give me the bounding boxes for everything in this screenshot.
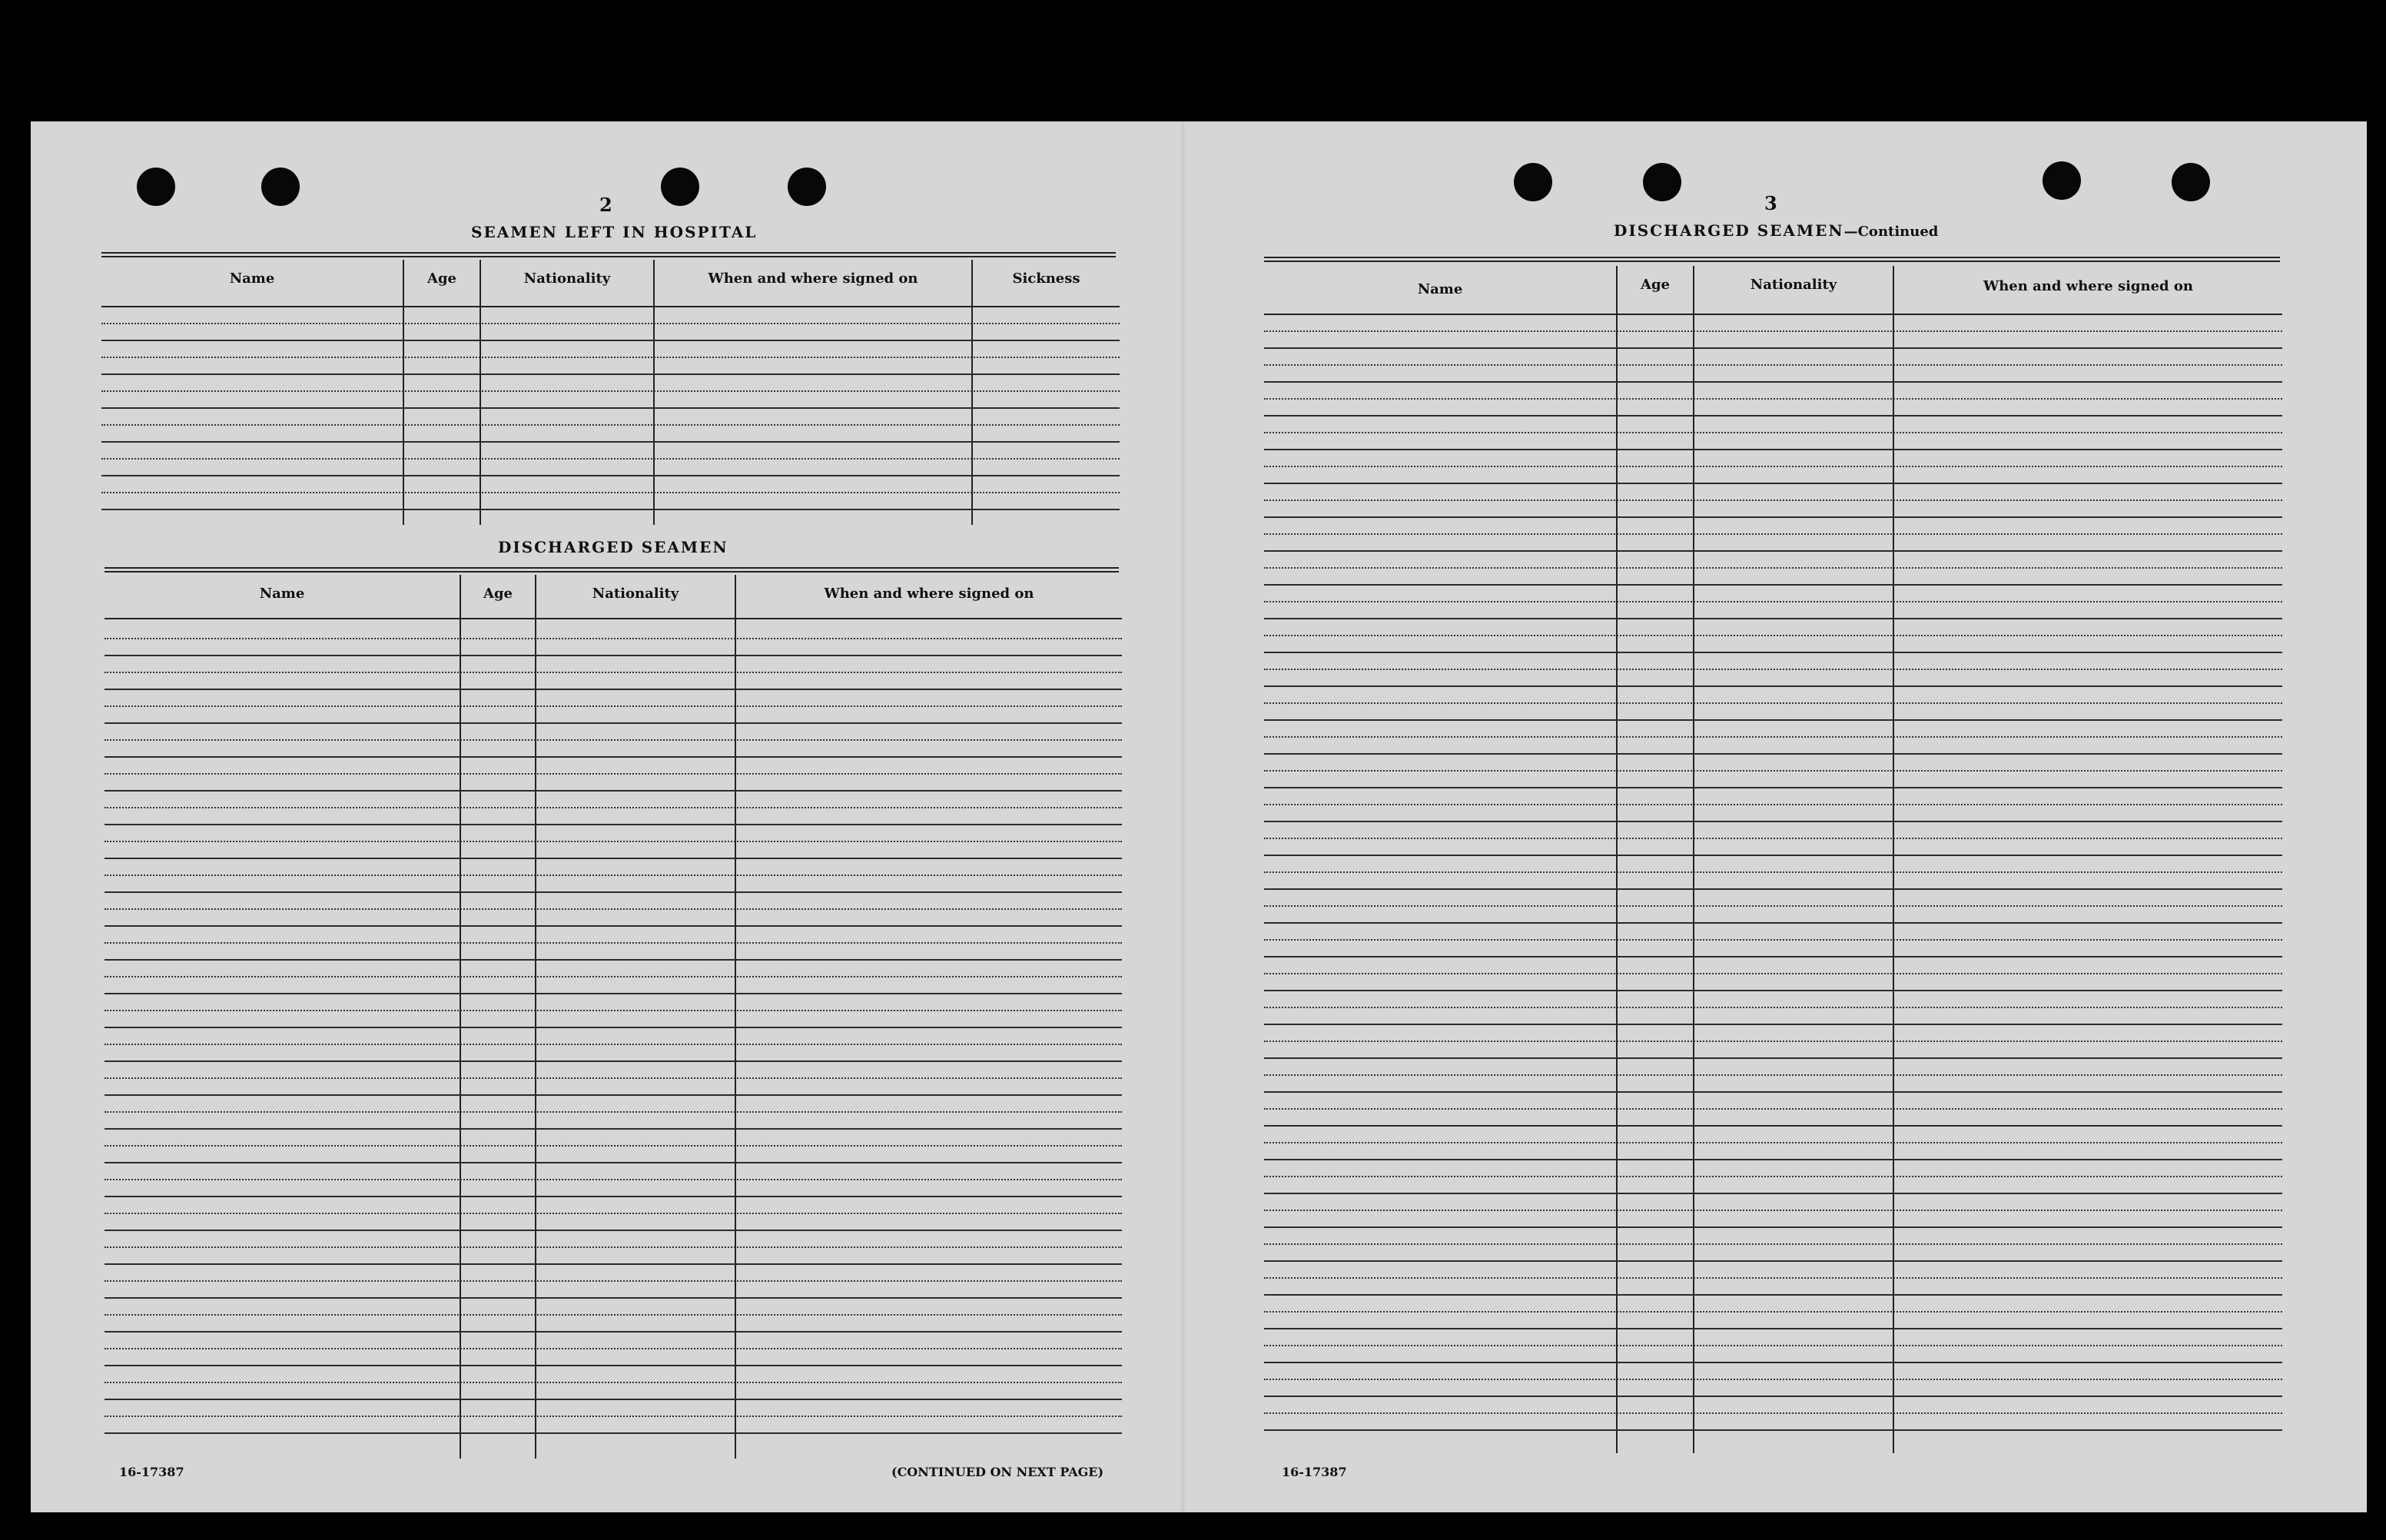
ruled-line xyxy=(105,1077,1122,1079)
column-nationality xyxy=(536,575,736,1459)
column-name xyxy=(105,575,461,1459)
ruled-line xyxy=(105,1263,1122,1265)
punch-hole xyxy=(261,168,300,206)
ruled-line xyxy=(1264,449,2282,450)
ruled-line xyxy=(1264,432,2282,433)
form-number: 16-17387 xyxy=(119,1465,184,1479)
ruled-line xyxy=(105,891,1122,893)
ruled-line xyxy=(101,492,1120,493)
page-number: 2 xyxy=(599,194,612,216)
ruled-line xyxy=(1264,364,2282,366)
punch-hole xyxy=(1643,163,1681,201)
ruled-line xyxy=(105,1314,1122,1316)
ruled-line xyxy=(1264,888,2282,890)
ruled-line xyxy=(101,340,1120,341)
column-nationality xyxy=(1694,266,1894,1453)
ruled-line xyxy=(101,458,1120,460)
ruled-line xyxy=(101,441,1120,443)
title-rule xyxy=(101,252,1116,257)
ruled-line xyxy=(1264,533,2282,535)
ruled-line xyxy=(105,1399,1122,1400)
ruled-line xyxy=(105,824,1122,825)
punch-hole xyxy=(661,168,699,206)
ruled-line xyxy=(1264,1243,2282,1245)
ruled-line xyxy=(105,858,1122,859)
ruled-line xyxy=(105,1128,1122,1130)
ruled-line xyxy=(105,925,1122,927)
ruled-line xyxy=(101,323,1120,324)
section-title-discharged-continued xyxy=(1614,221,1938,240)
section-title-discharged: DISCHARGED SEAMEN xyxy=(498,538,728,556)
ruled-line xyxy=(1264,1125,2282,1127)
ruled-line xyxy=(105,993,1122,994)
column-header: Age xyxy=(426,270,456,287)
discharged-continued-table xyxy=(1264,266,2282,1453)
ruled-line xyxy=(105,1179,1122,1180)
title-rule xyxy=(1264,257,2280,262)
ruled-line xyxy=(1264,973,2282,974)
ruled-line xyxy=(1264,1108,2282,1110)
ruled-line xyxy=(101,509,1120,510)
ruled-line xyxy=(1264,652,2282,653)
ruled-line xyxy=(105,722,1122,724)
ruled-line xyxy=(1264,770,2282,772)
ruled-line xyxy=(105,1145,1122,1147)
ruled-line xyxy=(1264,1362,2282,1363)
ruled-line xyxy=(1264,871,2282,873)
column-nationality xyxy=(481,260,655,525)
ruled-line xyxy=(1264,804,2282,805)
ruled-line xyxy=(1264,1210,2282,1211)
column-header: Name xyxy=(229,270,275,287)
ruled-line xyxy=(1264,669,2282,670)
punch-hole xyxy=(1514,163,1552,201)
ruled-line xyxy=(1264,584,2282,586)
ruled-line xyxy=(1264,1040,2282,1042)
ruled-line xyxy=(1264,1193,2282,1194)
ruled-line xyxy=(1264,1007,2282,1008)
ruled-line xyxy=(1264,516,2282,518)
column-header: When and where signed on xyxy=(824,586,1034,602)
column-age xyxy=(461,575,536,1459)
ruled-line xyxy=(105,875,1122,876)
ruled-line xyxy=(1264,347,2282,349)
ruled-line xyxy=(1264,905,2282,907)
column-age xyxy=(404,260,481,525)
page-fold xyxy=(1180,121,1186,1512)
column-header: Name xyxy=(259,586,305,602)
punch-hole xyxy=(2172,163,2210,201)
ruled-line xyxy=(105,672,1122,673)
column-header: When and where signed on xyxy=(708,270,918,287)
ruled-line xyxy=(105,1060,1122,1062)
page-number: 3 xyxy=(1764,192,1777,214)
ruled-line xyxy=(1264,821,2282,822)
ruled-line xyxy=(1264,1159,2282,1160)
ruled-line xyxy=(1264,601,2282,602)
column-signed-on xyxy=(1894,266,2282,1453)
ruled-line xyxy=(105,976,1122,977)
ruled-line xyxy=(101,407,1120,409)
ruled-line xyxy=(1264,922,2282,924)
column-header: When and where signed on xyxy=(1983,278,2193,294)
section-title-hospital: SEAMEN LEFT IN HOSPITAL xyxy=(471,223,758,241)
ruled-line xyxy=(105,756,1122,758)
ruled-line xyxy=(1264,787,2282,788)
column-header: Name xyxy=(1417,281,1463,297)
ruled-line xyxy=(1264,618,2282,619)
section-title-suffix: —Continued xyxy=(1843,224,1939,240)
ruled-line xyxy=(1264,753,2282,755)
ruled-line xyxy=(105,1094,1122,1096)
title-rule xyxy=(105,567,1119,573)
ruled-line xyxy=(1264,1294,2282,1296)
ruled-line xyxy=(1264,398,2282,400)
column-name xyxy=(1264,266,1618,1453)
ruled-line xyxy=(101,357,1120,358)
ruled-line xyxy=(1264,1074,2282,1076)
ruled-line xyxy=(1264,736,2282,738)
ruled-line xyxy=(105,1196,1122,1197)
ruled-line xyxy=(105,807,1122,808)
ruled-line xyxy=(105,1382,1122,1383)
hospital-table xyxy=(101,260,1120,525)
discharged-table xyxy=(105,575,1122,1459)
column-header: Nationality xyxy=(523,270,611,287)
ruled-line xyxy=(105,1331,1122,1333)
ruled-line xyxy=(1264,685,2282,687)
column-sickness xyxy=(973,260,1120,525)
ruled-line xyxy=(1264,838,2282,839)
ruled-line xyxy=(1264,415,2282,417)
ruled-line xyxy=(1264,1277,2282,1279)
ruled-line xyxy=(1264,939,2282,941)
ruled-line xyxy=(105,1416,1122,1417)
ruled-line xyxy=(105,1432,1122,1434)
ruled-line xyxy=(1264,1328,2282,1329)
ruled-line xyxy=(105,1111,1122,1113)
column-header: Nationality xyxy=(1750,277,1837,293)
punch-hole xyxy=(137,168,175,206)
ruled-line xyxy=(1264,1057,2282,1059)
ruled-line xyxy=(105,638,1122,639)
column-header: Nationality xyxy=(592,586,679,602)
ruled-line xyxy=(1264,855,2282,856)
column-signed-on xyxy=(736,575,1122,1459)
ruled-line xyxy=(105,942,1122,944)
ruled-line xyxy=(1264,1226,2282,1228)
ruled-line xyxy=(105,1162,1122,1163)
ruled-line xyxy=(105,1280,1122,1282)
ruled-line xyxy=(1264,567,2282,569)
ruled-line xyxy=(1264,719,2282,721)
ruled-line xyxy=(1264,1176,2282,1177)
ruled-line xyxy=(105,959,1122,961)
column-header: Age xyxy=(483,586,513,602)
ruled-line xyxy=(1264,1024,2282,1025)
ruled-line xyxy=(1264,1091,2282,1093)
ruled-line xyxy=(1264,956,2282,958)
ruled-line xyxy=(105,689,1122,690)
column-signed-on xyxy=(655,260,973,525)
ruled-line xyxy=(1264,635,2282,636)
ruled-line xyxy=(101,475,1120,476)
ruled-line xyxy=(1264,1379,2282,1380)
ruled-line xyxy=(105,1027,1122,1028)
ruled-line xyxy=(105,790,1122,792)
ruled-line xyxy=(1264,1311,2282,1313)
ruled-line xyxy=(1264,483,2282,484)
continued-note: (CONTINUED ON NEXT PAGE) xyxy=(891,1465,1104,1479)
ruled-line xyxy=(101,373,1120,375)
ruled-line xyxy=(1264,1260,2282,1262)
ruled-line xyxy=(105,1010,1122,1011)
ruled-line xyxy=(1264,330,2282,332)
ruled-line xyxy=(1264,1345,2282,1346)
ruled-line xyxy=(101,390,1120,392)
ruled-line xyxy=(1264,990,2282,991)
ruled-line xyxy=(105,1230,1122,1231)
section-title-text: DISCHARGED SEAMEN xyxy=(1614,221,1844,240)
ruled-line xyxy=(1264,1142,2282,1143)
ruled-line xyxy=(1264,1429,2282,1431)
ruled-line xyxy=(105,1213,1122,1214)
ruled-line xyxy=(105,1044,1122,1045)
ruled-line xyxy=(105,739,1122,741)
ruled-line xyxy=(1264,1396,2282,1397)
ruled-line xyxy=(1264,381,2282,383)
column-name xyxy=(101,260,404,525)
ruled-line xyxy=(105,1365,1122,1366)
column-header: Sickness xyxy=(1012,270,1080,287)
ruled-line xyxy=(1264,550,2282,552)
ruled-line xyxy=(105,1246,1122,1248)
column-age xyxy=(1618,266,1694,1453)
ruled-line xyxy=(1264,500,2282,501)
ruled-line xyxy=(1264,702,2282,704)
ruled-line xyxy=(105,773,1122,775)
ruled-line xyxy=(1264,1412,2282,1414)
ruled-line xyxy=(105,705,1122,707)
punch-hole xyxy=(788,168,826,206)
ruled-line xyxy=(105,841,1122,842)
ruled-line xyxy=(105,1297,1122,1299)
ruled-line xyxy=(1264,466,2282,467)
ruled-line xyxy=(101,424,1120,426)
ruled-line xyxy=(105,1348,1122,1349)
ruled-line xyxy=(105,908,1122,910)
punch-hole xyxy=(2043,161,2081,200)
column-header: Age xyxy=(1640,277,1670,293)
form-number: 16-17387 xyxy=(1282,1465,1347,1479)
ruled-line xyxy=(105,655,1122,656)
